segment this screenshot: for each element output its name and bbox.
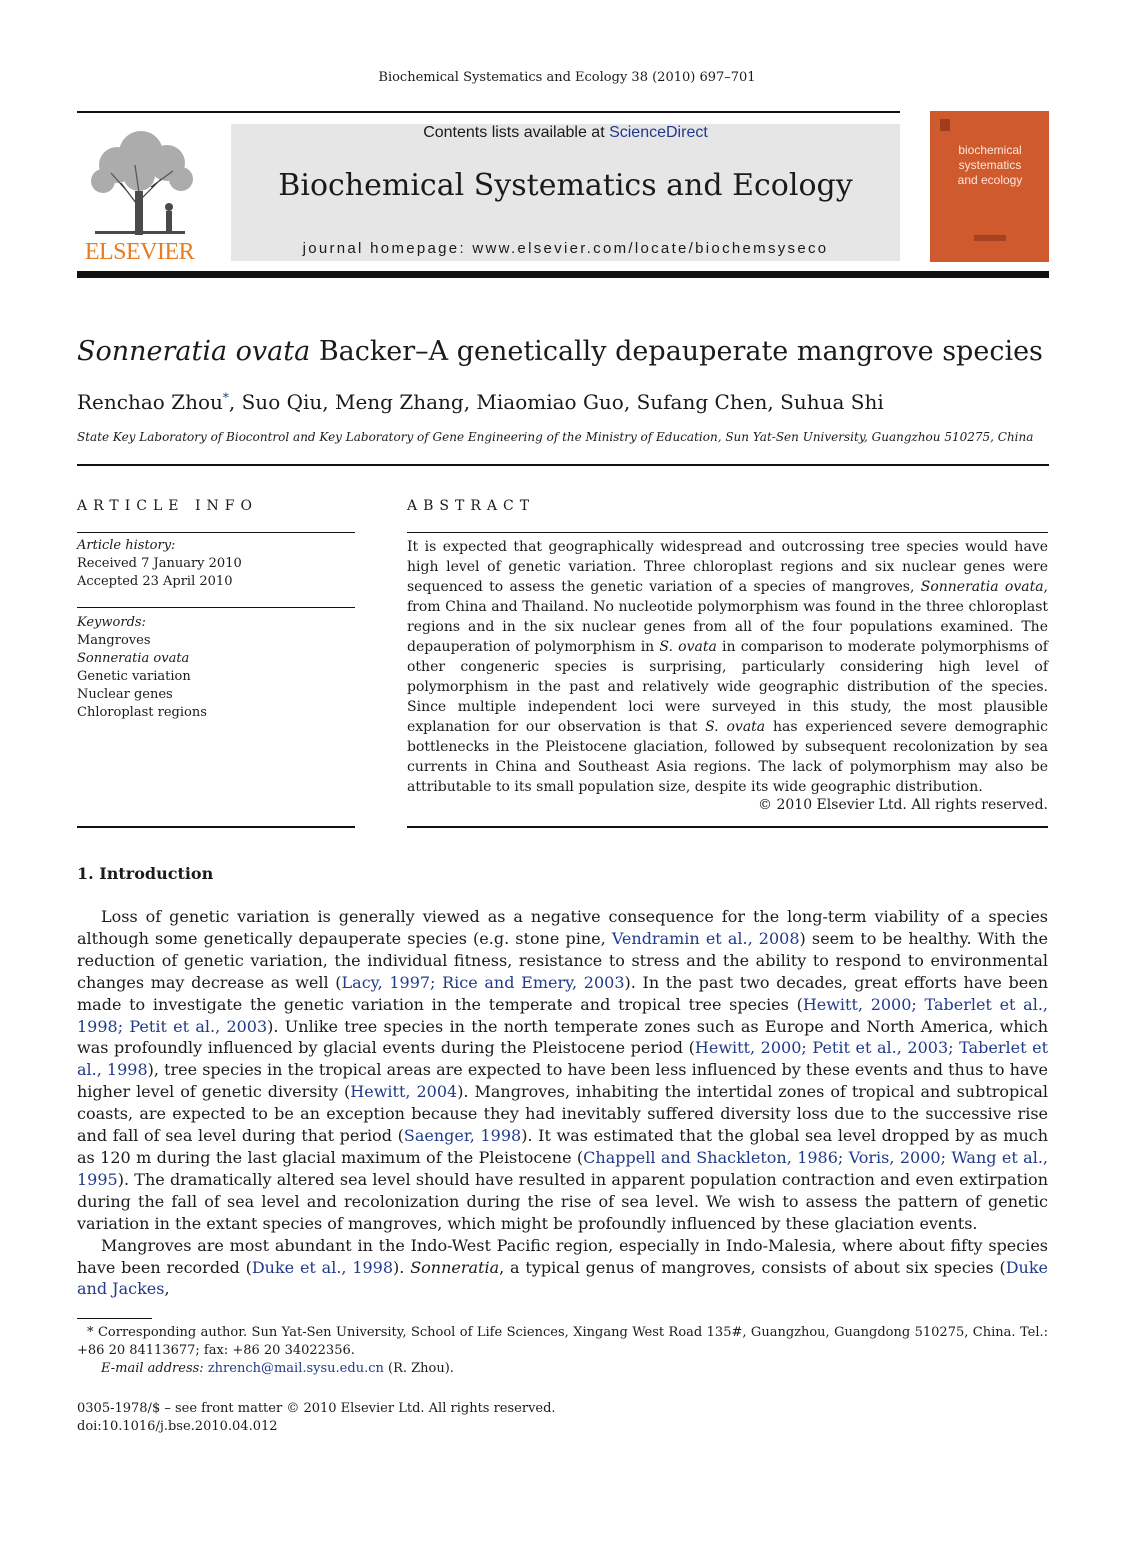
abstract-segment: It is expected that geographically widespread and outcrossing tree species would have high level of genetic variation. Three chloroplast regions and six nuclear genes were sequenced to assess the genetic variation of a species of mangroves, — [407, 539, 1048, 595]
abstract-copyright: © 2010 Elsevier Ltd. All rights reserved. — [758, 797, 1048, 813]
footnote-mark: * — [87, 1325, 94, 1340]
citation-link[interactable]: Hewitt, 2004 — [350, 1082, 458, 1102]
abstract-bottom-rule — [407, 826, 1048, 828]
email-label: E-mail address: — [101, 1361, 208, 1376]
citation-link[interactable]: Hewitt, 2000; Petit et al., 2003; Taberlet et al., 1998 — [77, 1038, 1048, 1080]
email-suffix: (R. Zhou). — [383, 1361, 454, 1376]
front-matter — [77, 1400, 556, 1436]
author-list — [77, 390, 884, 414]
issn-line: 0305-1978/$ – see front matter © 2010 Elsevier Ltd. All rights reserved. — [77, 1401, 556, 1416]
body-paragraph — [77, 1235, 1048, 1301]
other-authors: , Suo Qiu, Meng Zhang, Miaomiao Guo, Sufang Chen, Suhua Shi — [228, 390, 884, 414]
cover-line: biochemical — [958, 143, 1022, 157]
abstract-segment: , from China and Thailand. No nucleotide polymorphism was found in the three chloroplast regions and in the six nuclear genes from all of the four populations examined. The depauperation of polymorphism in — [407, 579, 1048, 655]
text-run: ). It was estimated that the global sea level dropped by as much as 120 m during the last glacial maximum of the Pleistocene ( — [77, 1126, 1049, 1167]
keyword-item: Nuclear genes — [77, 687, 173, 702]
citation-link[interactable]: Lacy, 1997; Rice and Emery, 2003 — [341, 972, 625, 992]
abstract-segment: in comparison to moderate polymorphisms of other congeneric species is surprising, particularly considering high level of polymorphism in the past and relatively wide geographic distribution of the species. Since multiple independent loci were surveyed in this study, the most plausible explanation for our observation is that — [407, 639, 1048, 735]
text-run: , — [164, 1279, 170, 1299]
keywords-rule — [77, 607, 355, 608]
contents-line — [231, 124, 900, 142]
footnote-rule — [77, 1318, 152, 1319]
footnote-text: Corresponding author. Sun Yat-Sen University, School of Life Sciences, Xingang West Road 135#, Guangzhou, Guangdong 510275, China. Tel.: +86 20 84113677; fax: +86 20 34022356. — [77, 1325, 1049, 1358]
article-info-bottom-rule — [77, 826, 355, 828]
abstract-species: S. ovata — [705, 719, 766, 735]
masthead-top-rule — [77, 111, 900, 113]
text-run: ). Unlike tree species in the north temperate zones such as Europe and North America, which was profoundly influenced by glacial events during the Pleistocene period ( — [77, 1016, 1048, 1058]
affiliation: State Key Laboratory of Biocontrol and Key Laboratory of Gene Engineering of the Ministry of Education, Sun Yat-Sen University, Guangzhou 510275, China — [77, 430, 1034, 444]
text-run: , a typical genus of mangroves, consists of about six species ( — [499, 1257, 1006, 1277]
text-run: ). Mangroves, inhabiting the intertidal zones of tropical and subtropical coasts, are expected to be an exception because they had inevitably suffered diversity loss due to the successive rise and fall of sea level during that period ( — [77, 1082, 1049, 1146]
keyword-item: Sonneratia ovata — [77, 651, 190, 666]
text-run: ). In the past two decades, great efforts have been made to investigate the genetic variation in the temperate and tropical tree species ( — [77, 972, 1049, 1014]
citation-link[interactable]: Duke and Jackes — [77, 1257, 1049, 1299]
citation-link[interactable]: Chappell and Shackleton, 1986; Voris, 2000; Wang et al., 1995 — [77, 1147, 1049, 1189]
citation-link[interactable]: Saenger, 1998 — [403, 1126, 522, 1146]
abstract-rule — [407, 532, 1048, 533]
accepted-date: Accepted 23 April 2010 — [77, 574, 233, 589]
abstract-text — [407, 537, 1048, 797]
masthead-bottom-rule — [77, 271, 1049, 278]
cover-line: and ecology — [957, 173, 1023, 187]
journal-title: Biochemical Systematics and Ecology — [278, 168, 853, 203]
keywords-label: Keywords: — [77, 615, 146, 630]
citation-link[interactable]: Vendramin et al., 2008 — [611, 928, 800, 948]
email-link[interactable]: zhrench@mail.sysu.edu.cn — [207, 1361, 384, 1376]
text-run: ) seem to be healthy. With the reduction of genetic variation, the individual fitness, resistance to stress and the ability to respond to environmental changes may decrease as well ( — [77, 928, 1048, 992]
corresponding-author-footnote — [77, 1324, 1048, 1378]
sciencedirect-link[interactable]: ScienceDirect — [609, 124, 708, 141]
title-species-name: Sonneratia ovata — [77, 336, 311, 367]
keyword-item: Genetic variation — [77, 669, 191, 684]
keyword-item: Chloroplast regions — [77, 705, 207, 720]
doi-line[interactable]: doi:10.1016/j.bse.2010.04.012 — [77, 1419, 278, 1434]
received-date: Received 7 January 2010 — [77, 556, 242, 571]
text-run: ), tree species in the tropical areas are expected to have been less influenced by these events and thus to have higher level of genetic diversity ( — [77, 1060, 1048, 1102]
elsevier-wordmark: ELSEVIER — [84, 239, 195, 265]
title-block-rule — [77, 464, 1049, 466]
citation-link[interactable]: Duke et al., 1998 — [251, 1257, 394, 1277]
introduction-body — [77, 906, 1048, 1300]
contents-prefix: Contents lists available at — [423, 124, 610, 141]
body-paragraph — [77, 906, 1048, 1235]
article-history — [77, 537, 357, 591]
title-rest: Backer–A genetically depauperate mangrove species — [310, 336, 1043, 367]
article-info-heading: ARTICLE INFO — [77, 498, 258, 514]
first-author: Renchao Zhou — [77, 390, 223, 414]
abstract-species: Sonneratia ovata — [920, 579, 1044, 595]
keyword-item: Mangroves — [77, 633, 151, 648]
abstract-segment: has experienced severe demographic bottlenecks in the Pleistocene glaciation, followed by subsequent recolonization by sea currents in China and Southeast Asia regions. The lack of polymorphism may also be attributable to its small population size, despite its wide geographic distribution. — [407, 719, 1049, 795]
abstract-heading: ABSTRACT — [407, 498, 536, 514]
text-run: ). — [393, 1257, 411, 1277]
corresponding-author-mark[interactable]: * — [222, 390, 229, 405]
journal-homepage[interactable]: journal homepage: www.elsevier.com/locate/biochemsyseco — [302, 240, 829, 257]
abstract-species: S. ovata — [659, 639, 717, 655]
keywords-block — [77, 614, 357, 722]
italic-term: Sonneratia — [410, 1257, 500, 1277]
cover-title — [940, 143, 1040, 188]
section-heading-introduction: 1. Introduction — [77, 864, 214, 883]
text-run: Mangroves are most abundant in the Indo-West Pacific region, especially in Indo-Malesia, where about fifty species have been recorded ( — [77, 1235, 1048, 1277]
article-info-rule — [77, 532, 355, 533]
history-label: Article history: — [77, 538, 176, 553]
running-head: Biochemical Systematics and Ecology 38 (2010) 697–701 — [378, 70, 756, 85]
text-run: Loss of genetic variation is generally viewed as a negative consequence for the long-term viability of a species although some genetically depauperate species (e.g. stone pine, — [77, 907, 1048, 948]
article-title — [77, 336, 1043, 367]
text-run: ). The dramatically altered sea level should have resulted in apparent population contraction and even extirpation during the fall of sea level and recolonization during the rise of sea level. We wish to assess the pattern of genetic variation in the extant species of mangroves, which might be profoundly influenced by these glaciation events. — [77, 1169, 1048, 1233]
citation-link[interactable]: Hewitt, 2000; Taberlet et al., 1998; Petit et al., 2003 — [77, 994, 1049, 1036]
cover-line: systematics — [958, 158, 1022, 172]
